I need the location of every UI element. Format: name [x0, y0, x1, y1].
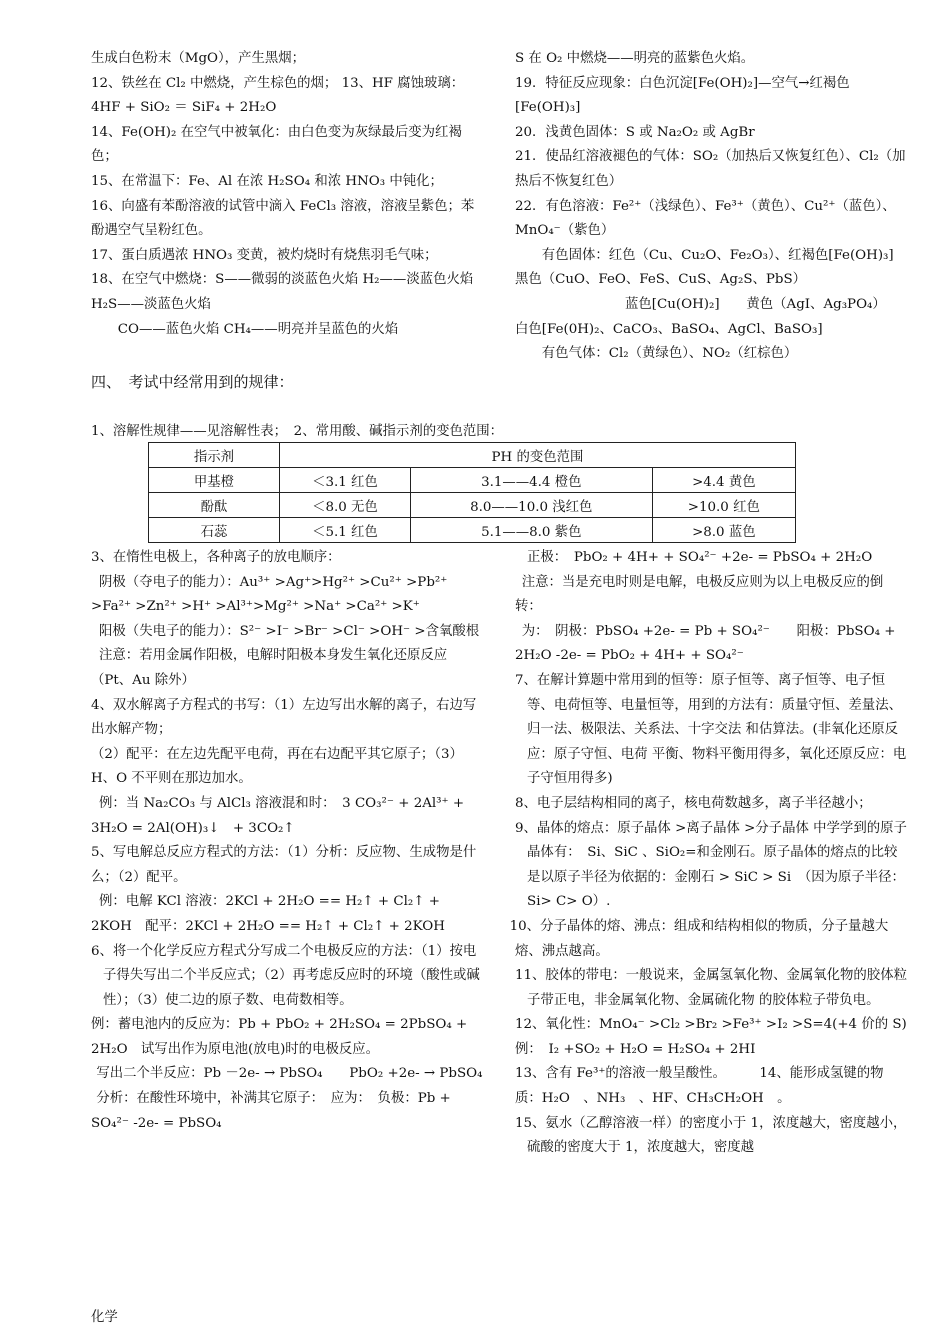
text-line: 9、晶体的熔点：原子晶体 >离子晶体 >分子晶体 中学学到的原子晶体有： Si、SiC 、SiO₂=和金刚石。原子晶体的熔点的比较是以原子半径为依据的：金刚石 > SiC > Si （因为原子半径：Si> C> O）.: [515, 820, 907, 910]
text-line: 10、分子晶体的熔、沸点：组成和结构相似的物质，分子量越大熔、沸点越高。: [509, 918, 889, 959]
text-line: （2）配平：在左边先配平电荷，再在右边配平其它原子；（3）H、O 不平则在那边加水。: [91, 746, 463, 787]
table-cell: ＜3.1 红色: [280, 468, 411, 493]
table-row: [149, 468, 796, 493]
table-row: [149, 518, 796, 543]
table-row: [149, 493, 796, 518]
left-top-column: [91, 47, 487, 342]
text-line: 正极： PbO₂ + 4H+ + SO₄²⁻ +2e- = PbSO₄ + 2H₂O: [527, 550, 873, 565]
table-cell: >10.0 红色: [652, 493, 795, 518]
text-line: 分析：在酸性环境中，补满其它原子： 应为： 负极：Pb + SO₄²⁻ -2e- = PbSO₄: [91, 1091, 451, 1131]
table-cell: 5.1——8.0 紫色: [410, 518, 652, 543]
table-cell: 甲基橙: [149, 468, 280, 493]
table-cell: 8.0——10.0 浅红色: [410, 493, 652, 518]
left-bottom-column: [91, 546, 484, 1136]
table-cell: ＜8.0 无色: [280, 493, 411, 518]
table-header-cell: PH 的变色范围: [280, 443, 796, 468]
text-line: 17、蛋白质遇浓 HNO₃ 变黄，被灼烧时有烧焦羽毛气味；: [91, 247, 438, 263]
table-cell: >8.0 蓝色: [652, 518, 795, 543]
text-line: 20．浅黄色固体：S 或 Na₂O₂ 或 AgBr: [515, 124, 755, 140]
indicator-table: [148, 442, 796, 543]
text-line: 19．特征反应现象：白色沉淀[Fe(OH)₂]—空气→红褐色[Fe(OH)₃]: [515, 75, 850, 116]
text-line: 22．有色溶液：Fe²⁺（浅绿色）、Fe³⁺（黄色）、Cu²⁺（蓝色）、MnO₄⁻（紫色）: [515, 198, 896, 239]
text-line: 阴极（夺电子的能力）：Au³⁺ >Ag⁺>Hg²⁺ >Cu²⁺ >Pb²⁺ >Fa²⁺ >Zn²⁺ >H⁺ >Al³⁺>Mg²⁺ >Na⁺ >Ca²⁺ >K⁺: [91, 574, 448, 615]
text-line: 注意：当是充电时则是电解，电极反应则为以上电极反应的倒转：: [515, 574, 884, 615]
table-intro: 1、溶解性规律——见溶解性表； 2、常用酸、碱指示剂的变色范围：: [91, 424, 504, 439]
text-line: 有色气体：Cl₂（黄绿色）、NO₂（红棕色）: [541, 346, 798, 362]
text-line: 12、铁丝在 Cl₂ 中燃烧，产生棕色的烟； 13、HF 腐蚀玻璃：4HF + SiO₂ ＝ SiF₄ + 2H₂O: [91, 75, 465, 116]
text-line: 有色固体：红色（Cu、Cu₂O、Fe₂O₃）、红褐色[Fe(OH)₃] 黑色（CuO、FeO、FeS、CuS、Ag₂S、PbS）: [515, 247, 894, 288]
text-line: 16、向盛有苯酚溶液的试管中滴入 FeCl₃ 溶液，溶液呈紫色；苯酚遇空气呈粉红色。: [91, 198, 475, 239]
right-bottom-column: [509, 546, 921, 1161]
text-line: CO——蓝色火焰 CH₄——明亮并呈蓝色的火焰: [117, 321, 399, 337]
text-line: 14、Fe(OH)₂ 在空气中被氧化：由白色变为灰绿最后变为红褐色；: [91, 124, 462, 165]
text-line: 写出二个半反应：Pb －2e- → PbSO₄ PbO₂ +2e- → PbSO₄: [96, 1066, 483, 1082]
text-line: 蓝色[Cu(OH)₂] 黄色（AgI、Ag₃PO₄）: [625, 296, 886, 312]
text-line: 例：电解 KCl 溶液：2KCl + 2H₂O == H₂↑ + Cl₂↑ + 2KOH 配平：2KCl + 2H₂O == H₂↑ + Cl₂↑ + 2KOH: [91, 894, 445, 934]
table-cell: >4.4 黄色: [652, 468, 795, 493]
text-line: 为： 阴极：PbSO₄ +2e- = Pb + SO₄²⁻ 阳极：PbSO₄ + 2H₂O -2e- = PbO₂ + 4H+ + SO₄²⁻: [515, 623, 896, 664]
text-line: 13、含有 Fe³⁺的溶液一般呈酸性。 14、能形成氢键的物质：H₂O 、NH₃ 、HF、CH₃CH₂OH 。: [515, 1066, 884, 1107]
table-cell: ＜5.1 红色: [280, 518, 411, 543]
section-title: 四、 考试中经常用到的规律：: [91, 373, 294, 391]
text-line: 15、氨水（乙醇溶液一样）的密度小于 1，浓度越大，密度越小，硫酸的密度大于 1，浓度越大，密度越: [515, 1115, 907, 1156]
table-cell: 石蕊: [149, 518, 280, 543]
text-line: 4、双水解离子方程式的书写：（1）左边写出水解的离子，右边写出水解产物；: [91, 697, 477, 738]
text-line: 例：蓄电池内的反应为：Pb + PbO₂ + 2H₂SO₄ = 2PbSO₄ + 2H₂O 试写出作为原电池(放电)时的电极反应。: [91, 1017, 468, 1057]
page-footer: 化学: [91, 1310, 118, 1325]
text-line: S 在 O₂ 中燃烧——明亮的蓝紫色火焰。: [515, 51, 755, 66]
text-line: 白色[Fe(0H)₂、CaCO₃、BaSO₄、AgCl、BaSO₃]: [515, 321, 823, 337]
text-line: 7、在解计算题中常用到的恒等：原子恒等、离子恒等、电子恒等、电荷恒等、电量恒等，用到的方法有：质量守恒、差量法、归一法、极限法、关系法、十字交法 和估算法。(非氧化还原反应：原子守恒、电荷 平衡、物料平衡用得多，氧化还原反应：电子守恒用得多): [515, 672, 907, 787]
text-line: 生成白色粉末（MgO），产生黑烟；: [91, 51, 306, 66]
table-cell: 3.1——4.4 橙色: [410, 468, 652, 493]
text-line: 11、胶体的带电：一般说来，金属氢氧化物、金属氧化物的胶体粒子带正电，非金属氧化物、金属硫化物 的胶体粒子带负电。: [515, 968, 907, 1008]
table-header-row: [149, 443, 796, 468]
text-line: 21．使品红溶液褪色的气体：SO₂（加热后又恢复红色）、Cl₂（加热后不恢复红色）: [515, 149, 906, 189]
right-top-column: [515, 47, 908, 367]
text-line: 3、在惰性电极上，各种离子的放电顺序：: [91, 550, 341, 565]
text-line: 例：当 Na₂CO₃ 与 AlCl₃ 溶液混和时： 3 CO₃²⁻ + 2Al³⁺ + 3H₂O = 2Al(OH)₃↓ + 3CO₂↑: [91, 795, 465, 836]
text-line: 12、氧化性：MnO₄⁻ >Cl₂ >Br₂ >Fe³⁺ >I₂ >S=4(+4 价的 S) 例： I₂ +SO₂ + H₂O = H₂SO₄ + 2HI: [515, 1017, 921, 1057]
table-header-cell: 指示剂: [149, 443, 280, 468]
text-line: 6、将一个化学反应方程式分写成二个电极反应的方法：（1）按电子得失写出二个半反应式；（2）再考虑反应时的环境（酸性或碱性）；（3）使二边的原子数、电荷数相等。: [91, 943, 480, 1008]
text-line: 5、写电解总反应方程式的方法：（1）分析：反应物、生成物是什么；（2）配平。: [91, 845, 477, 885]
table-cell: 酚酞: [149, 493, 280, 518]
text-line: 8、电子层结构相同的离子，核电荷数越多，离子半径越小；: [515, 795, 872, 811]
text-line: 注意：若用金属作阳极，电解时阳极本身发生氧化还原反应（Pt、Au 除外）: [91, 648, 448, 688]
text-line: 阳极（失电子的能力）：S²⁻ >I⁻ >Br⁻ >Cl⁻ >OH⁻ >含氧酸根: [99, 623, 480, 639]
text-line: 18、在空气中燃烧：S——微弱的淡蓝色火焰 H₂——淡蓝色火焰 H₂S——淡蓝色火焰: [91, 272, 487, 312]
text-line: 15、在常温下：Fe、Al 在浓 H₂SO₄ 和浓 HNO₃ 中钝化；: [91, 173, 443, 189]
